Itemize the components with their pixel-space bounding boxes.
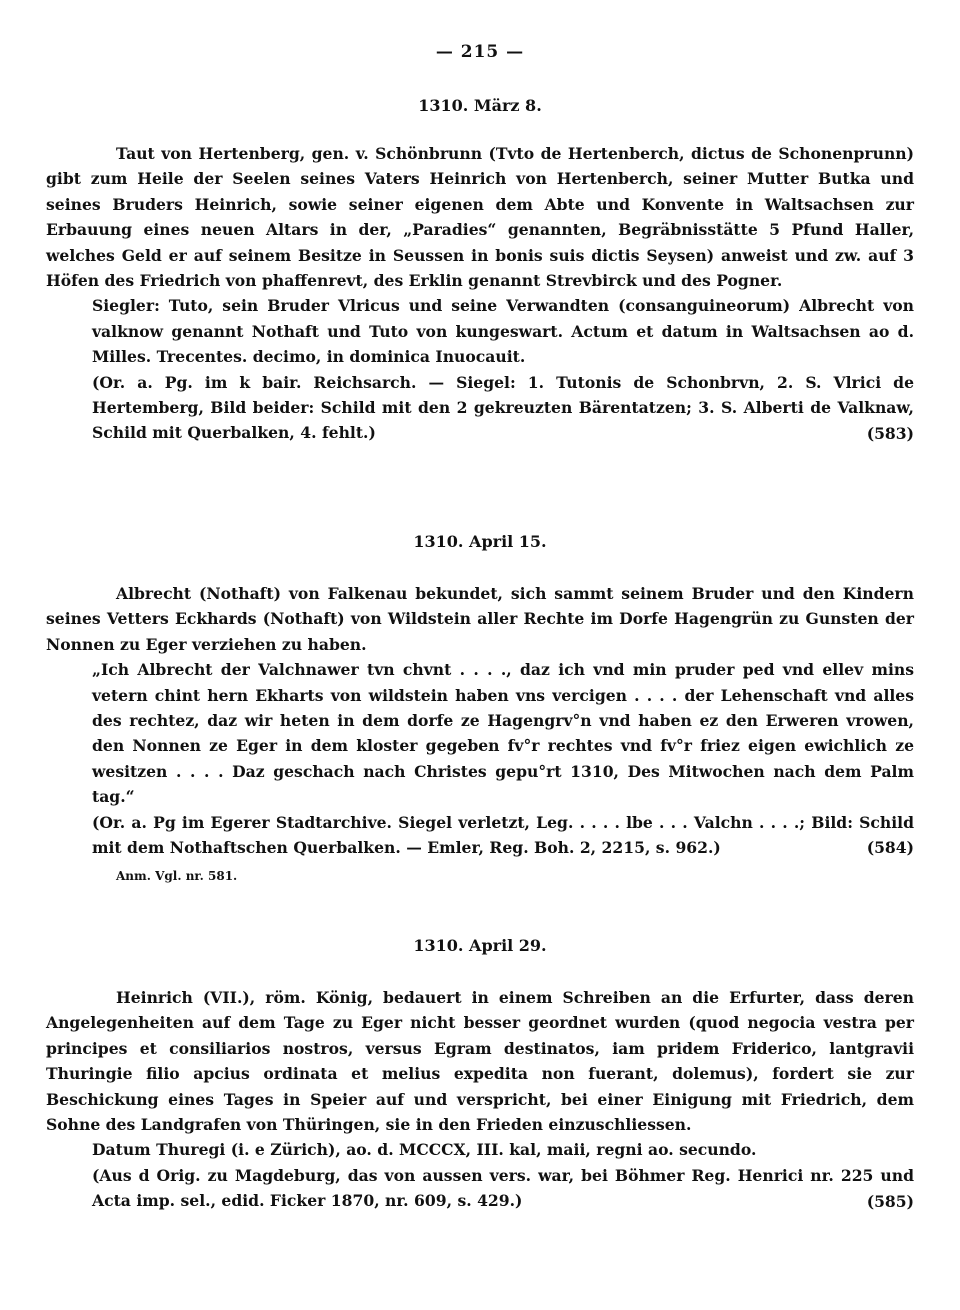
entry-abstract: Taut von Hertenberg, gen. v. Schönbrunn (Tvto de Hertenberch, dictus de Schonenprunn) gibt zum Heile der Seelen seines Vaters Heinrich von Hertenberch, seiner Mutter Butka und seines Bruders Heinrich, sowie seiner eigenen dem Abte und Konvente in Waltsachsen zur Erbauung eines neuen Altars in der, „Paradies“ genannten, Begräbnisstätte 5 Pfund Haller, welches Geld er auf seinem Besitze in Seussen in bonis suis dictis Seysen) anweist und zw. auf 3 Höfen des Friedrich von phaffenrevt, des Erklin genannt Strevbirck und des Pogner. <box>46 144 914 291</box>
entry-source-row <box>46 370 914 446</box>
entry-sealers: Siegler: Tuto, sein Bruder Vlricus und seine Verwandten (consanguineorum) Albrecht von valknow genannt Nothaft und Tuto von kungeswart. Actum et datum in Waltsachsen ao d. Milles. Trecentes. decimo, in dominica Inuocauit. <box>92 296 914 367</box>
regest-entry-585 <box>46 936 914 1214</box>
entry-quote: „Ich Albrecht der Valchnawer tvn chvnt . . . ., daz ich vnd min pruder ped vnd ellev mins vetern chint hern Ekharts von wildstein haben vns vercigen . . . . der Lehenschaft vnd alles des rechtez, daz wir heten in dem dorfe ze Hagengrv°n vnd haben ez den Erweren vrowen, den Nonnen ze Eger in dem kloster gegeben fv°r rechtes vnd fv°r friez eigen ewichlich ze wesitzen . . . . Daz geschach nach Christes gepu°rt 1310, Des Mitwochen nach dem Palm tag.“ <box>92 660 914 807</box>
entry-date: 1310. April 29. <box>413 936 547 955</box>
entry-annotation: Anm. Vgl. nr. 581. <box>116 868 238 883</box>
regest-entry-583 <box>46 96 914 446</box>
entry-number: (583) <box>866 423 914 443</box>
entry-dating: Datum Thuregi (i. e Zürich), ao. d. MCCCX, III. kal, maii, regni ao. secundo. <box>92 1140 757 1160</box>
entry-number: (585) <box>866 1191 914 1211</box>
entry-date: 1310. März 8. <box>418 96 542 115</box>
entry-source: (Or. a. Pg im Egerer Stadtarchive. Siegel verletzt, Leg. . . . . lbe . . . Valchn . . . .; Bild: Schild mit dem Nothaftschen Querbalken. — Emler, Reg. Boh. 2, 2215, s. 962.) <box>92 812 914 858</box>
entry-number: (584) <box>866 838 914 858</box>
regest-entry-584 <box>46 532 914 887</box>
entry-abstract: Heinrich (VII.), röm. König, bedauert in einem Schreiben an die Erfurter, dass deren Angelegenheiten auf dem Tage zu Eger nicht besser geordnet wurden (quod negocia vestra per principes et consiliarios nostros, versus Egram destinatos, iam pridem Friderico, lantgravii Thuringie filio apcius ordinata et melius expedita non fuerant, dolemus), fordert sie zur Beschickung eines Tages in Speier auf und verspricht, bei einer Einigung mit Friedrich, dem Sohne des Landgrafen von Thüringen, sie in den Frieden einzuschliessen. <box>46 988 914 1135</box>
entry-source: (Aus d Orig. zu Magdeburg, das von aussen vers. war, bei Böhmer Reg. Henrici nr. 225 und Acta imp. sel., edid. Ficker 1870, nr. 609, s. 429.) <box>92 1165 914 1211</box>
entry-abstract: Albrecht (Nothaft) von Falkenau bekundet, sich sammt seinem Bruder und den Kindern seines Vetters Eckhards (Nothaft) von Wildstein aller Rechte im Dorfe Hagengrün zu Gunsten der Nonnen zu Eger verziehen zu haben. <box>46 584 914 654</box>
entry-source: (Or. a. Pg. im k bair. Reichsarch. — Siegel: 1. Tutonis de Schonbrvn, 2. S. Vlrici de Hertemberg, Bild beider: Schild mit den 2 gekreuzten Bärentatzen; 3. S. Alberti de Valknaw, Schild mit Querbalken, 4. fehlt.) <box>92 372 914 443</box>
entry-date: 1310. April 15. <box>413 532 547 551</box>
page-number: — 215 — <box>435 42 525 62</box>
